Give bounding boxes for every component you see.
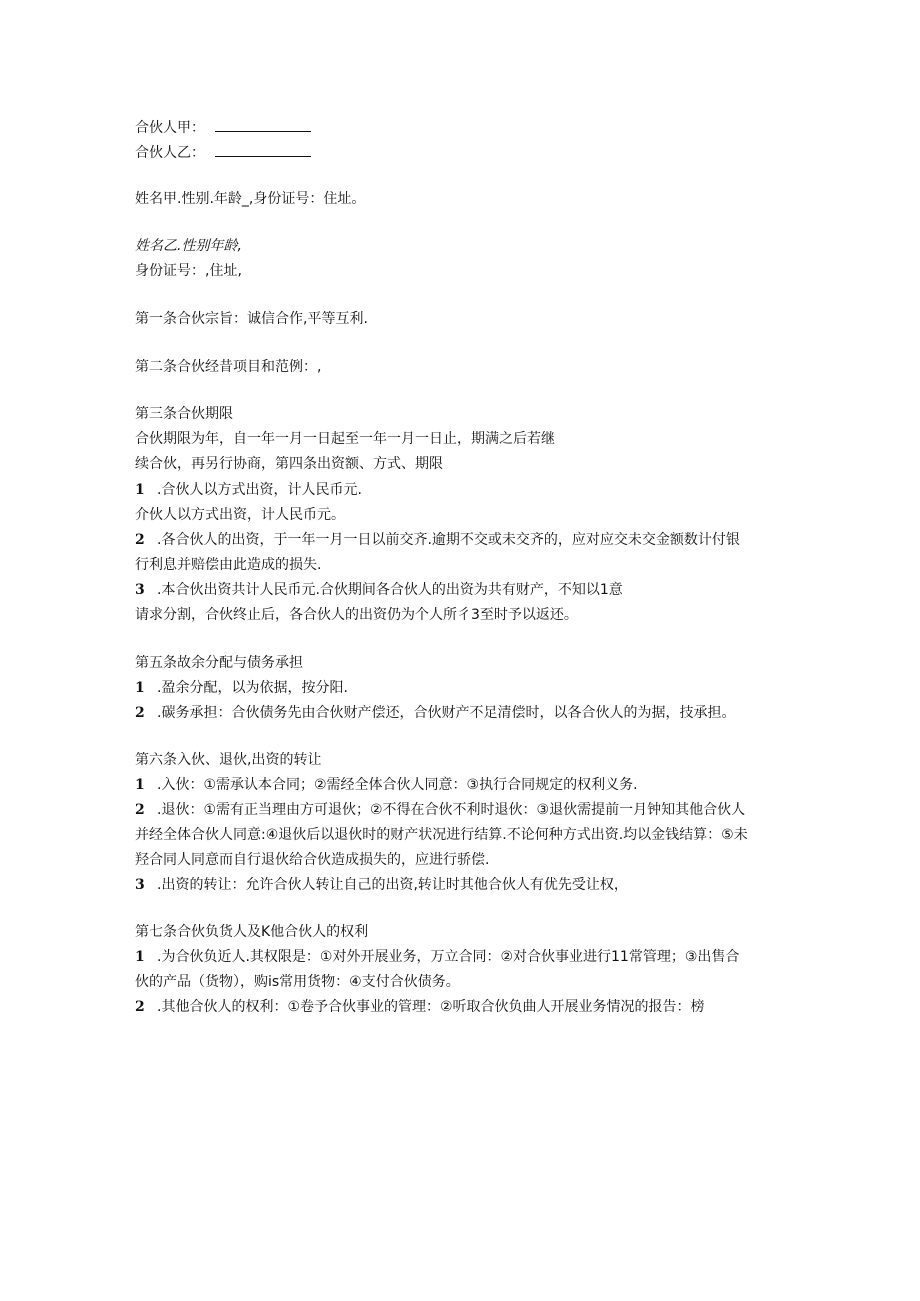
article-6-item-3 [135, 875, 628, 895]
person-a-info: 姓名甲.性别.年龄_,身份证号：住址。 [135, 191, 366, 207]
partner-a-line [135, 117, 311, 138]
article-4-item-3 [135, 580, 623, 600]
item-number: 1 [135, 680, 145, 696]
article-7-item-2 [135, 997, 705, 1017]
article-6-title: 第六条入伙、退伙,出资的转让 [135, 752, 322, 768]
item-text: .为合伙负近人.其权限是：①对外开展业务，万立合同：②对合伙事业进行11常管理；③出售合 [157, 949, 740, 965]
item-number: 1 [135, 482, 145, 498]
article-3-title: 第三条合伙期限 [135, 406, 233, 422]
article-4-item-2-cont: 行利息并赔偿由此造成的损失. [135, 557, 322, 573]
person-b-line1: 姓名乙.性别年龄, [135, 238, 242, 254]
article-7-item-1-cont: 伙的产品（货物），购is常用货物：④支付合伙债务。 [135, 974, 460, 990]
partner-b-label: 合伙人乙： [135, 145, 205, 161]
partner-b-line [135, 142, 311, 163]
partner-a-label: 合伙人甲： [135, 120, 205, 136]
article-4-item-1 [135, 480, 362, 500]
item-number: 1 [135, 949, 145, 965]
item-number: 1 [135, 777, 145, 793]
item-number: 3 [135, 877, 145, 893]
article-4-item-1-cont: 介伙人以方式出资，计人民币元。 [135, 507, 345, 523]
item-text: .碳务承担：合伙债务先由合伙财产偿还，合伙财产不足清偿时，以各合伙人的为据，技承担。 [157, 705, 736, 721]
item-number: 2 [135, 532, 145, 548]
article-3-line1: 合伙期限为年，自一年一月一日起至一年一月一日止，期满之后若继 [135, 431, 555, 447]
partner-b-blank [215, 142, 311, 157]
article-5-title: 第五条故余分配与债务承担 [135, 655, 303, 671]
partner-a-blank [215, 117, 311, 132]
item-text: .退伙：①需有正当理由方可退伙；②不得在合伙不利时退伙：③退伙需提前一月钟知其他合伙人 [157, 802, 746, 818]
article-7-item-1 [135, 947, 739, 967]
item-text: .各合伙人的出资，于一年一月一日以前交齐.逾期不交或未交齐的，应对应交未交金额数计付银 [157, 532, 740, 548]
article-1: 第一条合伙宗旨：诚信合作,平等互利. [135, 311, 368, 327]
item-text: .入伙：①需承认本合同；②需经全体合伙人同意：③执行合同规定的权利义务. [157, 777, 638, 793]
item-text: .盈余分配，以为依据，按分阳. [157, 680, 348, 696]
article-7-title: 第七条合伙负货人及K他合伙人的权利 [135, 924, 369, 940]
item-text: .出资的转让：允许合伙人转让自己的出资,转让时其他合伙人有优先受让权， [157, 877, 628, 893]
item-number: 3 [135, 582, 145, 598]
item-number: 2 [135, 705, 145, 721]
item-text: .本合伙出资共计人民币元.合伙期间各合伙人的出资为共有财产，不知以1意 [157, 582, 623, 598]
article-3-line2: 续合伙，再另行协商，第四条出资额、方式、期限 [135, 456, 443, 472]
article-4-item-3-cont: 请求分割，合伙终止后，各合伙人的出资仍为个人所彳3至时予以返还。 [135, 607, 578, 623]
article-6-item-1 [135, 775, 638, 795]
article-6-item-2 [135, 800, 745, 820]
item-number: 2 [135, 999, 145, 1015]
article-2: 第二条合伙经昔项目和范例：, [135, 359, 322, 375]
article-4-item-2 [135, 530, 740, 550]
item-text: .合伙人以方式出资，计人民币元. [157, 482, 362, 498]
article-5-item-1 [135, 678, 348, 698]
article-5-item-2 [135, 703, 735, 723]
article-6-item-2-cont1: 并经全体合伙人同意:④退伙后以退伙时的财产状况进行结算.不论何种方式出资.均以金钱结算：⑤未 [135, 827, 748, 843]
item-text: .其他合伙人的权利：①卷予合伙事业的管理：②听取合伙负曲人开展业务情况的报告：榜 [157, 999, 705, 1015]
article-6-item-2-cont2: 羟合同人同意而自行退伙给合伙造成损失的，应进行骄偿. [135, 852, 490, 868]
person-b-line2: 身份证号：,住址, [135, 263, 242, 279]
item-number: 2 [135, 802, 145, 818]
